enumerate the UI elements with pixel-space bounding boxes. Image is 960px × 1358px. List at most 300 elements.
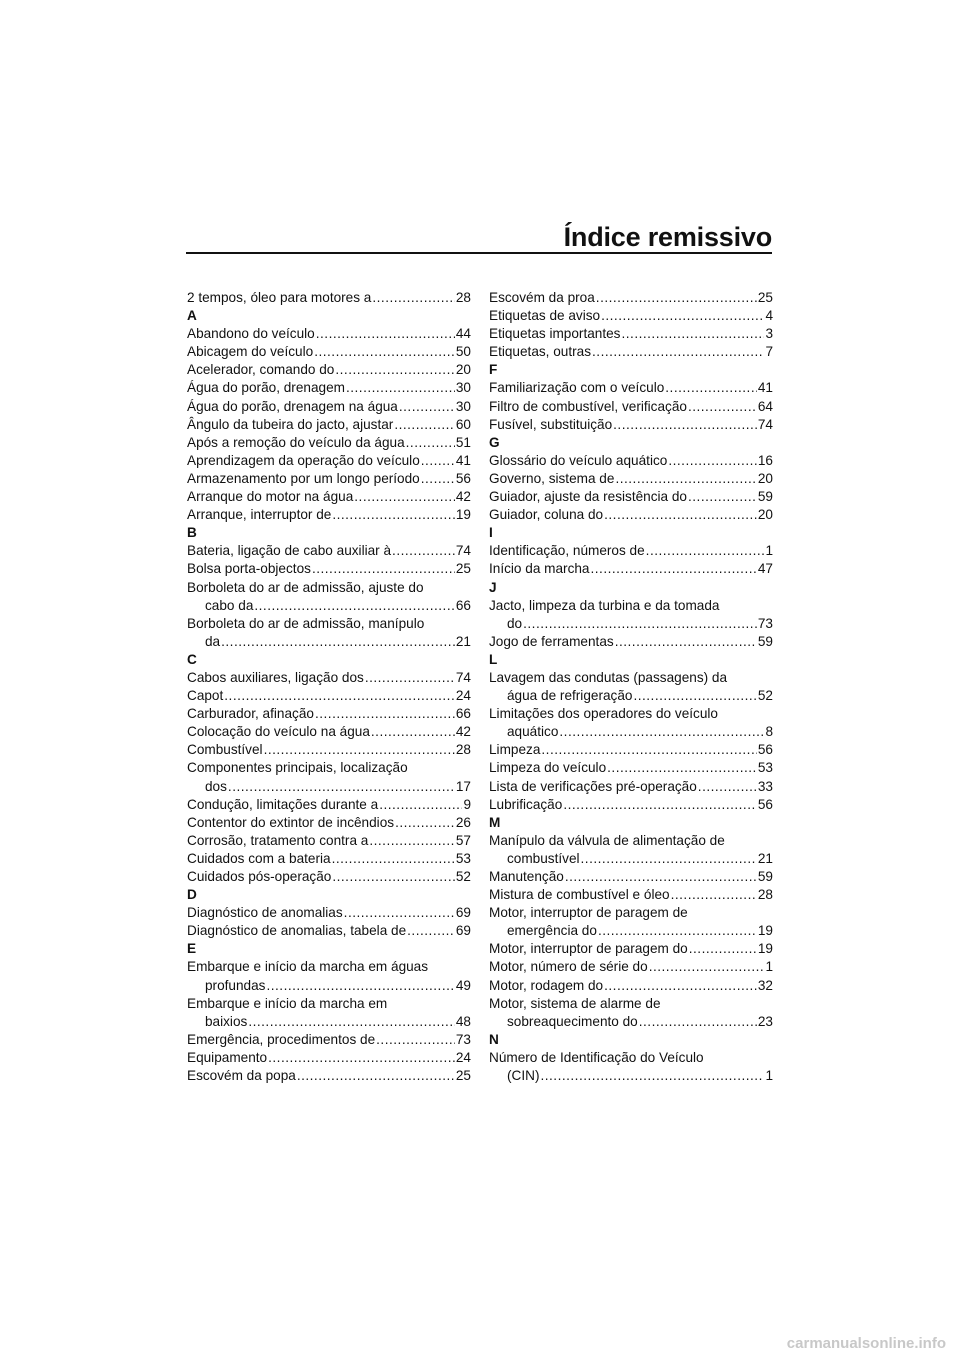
index-entry[interactable] [187, 796, 471, 814]
entry-row [489, 506, 773, 524]
page-number[interactable]: 7 [765, 344, 773, 360]
page-number[interactable]: 41 [757, 380, 773, 396]
dot-leader [379, 796, 462, 814]
dot-leader [228, 778, 455, 796]
index-entry[interactable] [489, 958, 773, 976]
entry-text: Glossário do veículo aquático [489, 452, 668, 468]
index-section-letter: F [489, 362, 498, 378]
index-entry[interactable] [187, 922, 471, 940]
index-section-letter: N [489, 1031, 499, 1047]
index-section-letter: D [187, 887, 197, 903]
dot-leader [689, 940, 757, 958]
dot-leader [332, 850, 455, 868]
page-number[interactable]: 19 [455, 507, 471, 523]
entry-row [187, 398, 471, 416]
entry-text-continuation: profundas [205, 977, 266, 993]
page-number[interactable]: 30 [455, 398, 471, 414]
page-number[interactable]: 73 [455, 1031, 471, 1047]
index-entry[interactable] [187, 1067, 471, 1085]
page-number[interactable]: 24 [455, 688, 471, 704]
index-entry[interactable] [187, 1031, 471, 1049]
entry-text: Abicagem do veículo [187, 344, 314, 360]
page-title: Índice remissivo [563, 222, 772, 252]
entry-text: Combustível [187, 742, 263, 758]
page-number[interactable]: 25 [455, 1068, 471, 1084]
page-number[interactable]: 51 [455, 434, 471, 450]
index-entry[interactable] [489, 343, 773, 361]
index-entry[interactable] [489, 995, 773, 1031]
dot-leader [598, 922, 757, 940]
entry-text: Borboleta do ar de admissão, ajuste do [187, 579, 424, 595]
entry-continuation-row [187, 977, 471, 995]
index-entry[interactable] [489, 289, 773, 307]
entry-row [187, 488, 471, 506]
page-number[interactable]: 52 [455, 869, 471, 884]
entry-text: Armazenamento por um longo período [187, 470, 420, 486]
index-entry[interactable] [489, 886, 773, 904]
page-number[interactable]: 1 [765, 1068, 773, 1084]
page-number[interactable]: 59 [757, 489, 773, 505]
entry-text: Escovém da popa [187, 1068, 296, 1084]
page-number[interactable]: 73 [757, 615, 773, 631]
page-number[interactable]: 56 [757, 796, 773, 812]
page-number[interactable]: 3 [765, 326, 773, 342]
entry-row [489, 398, 773, 416]
entry-text: Motor, interruptor de paragem do [489, 941, 688, 957]
dot-leader [615, 633, 757, 651]
dot-leader [248, 1013, 455, 1031]
index-entry[interactable] [187, 452, 471, 470]
entry-row [489, 958, 773, 976]
page-number[interactable]: 4 [765, 308, 773, 324]
entry-row [489, 452, 773, 470]
index-entry[interactable] [187, 361, 471, 379]
index-entry[interactable] [489, 669, 773, 705]
entry-row [187, 416, 471, 434]
page-number[interactable]: 53 [455, 850, 471, 866]
index-section-letter: L [489, 651, 498, 667]
entry-text-continuation: do [507, 615, 523, 631]
page-number[interactable]: 16 [757, 452, 773, 468]
dot-leader [565, 868, 757, 886]
dot-leader [297, 1067, 455, 1085]
index-entry[interactable] [489, 977, 773, 995]
page-number[interactable]: 21 [455, 633, 471, 649]
entry-text: Escovém da proa [489, 290, 595, 305]
dot-leader [406, 434, 455, 452]
index-entry[interactable] [489, 325, 773, 343]
dot-leader [365, 669, 455, 687]
index-entry[interactable] [489, 778, 773, 796]
entry-text: Carburador, afinação [187, 706, 314, 722]
page-number[interactable]: 56 [455, 470, 471, 486]
index-entry[interactable] [187, 868, 471, 886]
dot-leader [668, 452, 757, 470]
entry-text-continuation: combustível [507, 850, 580, 866]
index-section-letter: J [489, 579, 497, 595]
entry-row [489, 886, 773, 904]
index-section-letter: G [489, 434, 500, 450]
dot-leader [376, 1031, 455, 1049]
entry-row [187, 796, 471, 814]
entry-text: Motor, interruptor de paragem de [489, 905, 688, 921]
index-entry[interactable] [187, 832, 471, 850]
index-entry[interactable] [187, 904, 471, 922]
entry-row [489, 325, 773, 343]
entry-text: Componentes principais, localização [187, 760, 408, 776]
entry-row [187, 1049, 471, 1067]
index-entry[interactable] [187, 506, 471, 524]
index-entry[interactable] [187, 579, 471, 615]
dot-leader [344, 904, 455, 922]
entry-row [489, 470, 773, 488]
page-number[interactable]: 69 [455, 905, 471, 921]
entry-row [489, 977, 773, 995]
page-number[interactable]: 44 [455, 326, 471, 342]
entry-row [187, 1067, 471, 1085]
entry-row [187, 542, 471, 560]
index-entry[interactable] [489, 741, 773, 759]
index-entry[interactable] [187, 850, 471, 868]
dot-leader [332, 506, 455, 524]
entry-row [489, 416, 773, 434]
page-number[interactable]: 60 [455, 416, 471, 432]
index-entry[interactable] [489, 452, 773, 470]
dot-leader [335, 361, 455, 379]
page-number[interactable]: 20 [757, 470, 773, 486]
page-number[interactable]: 64 [757, 398, 773, 414]
entry-row [187, 687, 471, 705]
entry-row [489, 289, 773, 307]
page-number[interactable]: 32 [757, 977, 773, 993]
entry-row [187, 343, 471, 361]
entry-row [187, 361, 471, 379]
dot-leader [372, 289, 455, 307]
dot-leader [371, 723, 455, 741]
entry-text: Corrosão, tratamento contra a [187, 832, 369, 848]
entry-text: Diagnóstico de anomalias, tabela de [187, 923, 407, 939]
entry-text-continuation: dos [205, 778, 227, 794]
dot-leader [399, 398, 455, 416]
index-entry[interactable] [489, 307, 773, 325]
entry-continuation-row [187, 778, 471, 796]
index-entry[interactable] [187, 687, 471, 705]
index-entry[interactable] [489, 796, 773, 814]
entry-text-continuation: da [205, 633, 221, 649]
dot-leader [332, 868, 455, 886]
index-entry[interactable] [187, 416, 471, 434]
index-column-left [187, 289, 471, 1085]
dot-leader [523, 615, 757, 633]
page-number[interactable]: 19 [757, 923, 773, 939]
entry-text: Início da marcha [489, 561, 590, 577]
index-section-letter: I [489, 525, 493, 541]
dot-leader [604, 977, 757, 995]
index-entry[interactable] [187, 759, 471, 795]
index-entry[interactable] [187, 995, 471, 1031]
index-section-letter: C [187, 651, 197, 667]
entry-text: Filtro de combustível, verificação [489, 398, 687, 414]
page-number[interactable]: 56 [757, 742, 773, 758]
index-entry[interactable] [489, 560, 773, 578]
page-number[interactable]: 30 [455, 380, 471, 396]
index-entry[interactable] [489, 705, 773, 741]
entry-continuation-row [489, 687, 773, 705]
index-entry[interactable] [489, 379, 773, 397]
entry-text: Governo, sistema de [489, 470, 615, 486]
dot-leader [266, 977, 454, 995]
entry-continuation-row [489, 1013, 773, 1031]
entry-text: Mistura de combustível e óleo [489, 887, 670, 903]
title-rule [186, 252, 772, 254]
page-number[interactable]: 25 [455, 561, 471, 577]
page-number[interactable]: 53 [757, 760, 773, 776]
entry-row [489, 488, 773, 506]
entry-row [187, 506, 471, 524]
entry-row [489, 940, 773, 958]
entry-text: Aprendizagem da operação do veículo [187, 452, 420, 468]
entry-text: Identificação, números de [489, 543, 645, 559]
page-number[interactable]: 41 [455, 452, 471, 468]
entry-row [489, 560, 773, 578]
page-number[interactable]: 48 [455, 1013, 471, 1029]
dot-leader [541, 741, 756, 759]
index-entry[interactable] [187, 669, 471, 687]
index-entry[interactable] [187, 1049, 471, 1067]
entry-row [187, 850, 471, 868]
dot-leader [264, 741, 455, 759]
entry-text: Colocação do veículo na água [187, 724, 370, 740]
dot-leader [392, 542, 455, 560]
entry-text-continuation: cabo da [205, 597, 254, 613]
index-entry[interactable] [187, 542, 471, 560]
index-entry[interactable] [187, 723, 471, 741]
dot-leader [613, 416, 757, 434]
index-entry[interactable] [187, 488, 471, 506]
page-number[interactable]: 74 [455, 669, 471, 685]
entry-text: Condução, limitações durante a [187, 796, 379, 812]
entry-row [187, 1031, 471, 1049]
index-entry[interactable] [489, 832, 773, 868]
index-entry[interactable] [187, 741, 471, 759]
entry-continuation-row [489, 922, 773, 940]
page-number[interactable]: 28 [757, 887, 773, 903]
dot-leader [221, 633, 455, 651]
page-number[interactable]: 74 [757, 416, 773, 432]
entry-text: 2 tempos, óleo para motores a [187, 290, 372, 305]
entry-row [187, 832, 471, 850]
index-entry[interactable] [489, 506, 773, 524]
page-number[interactable]: 21 [757, 850, 773, 866]
index-entry[interactable] [187, 958, 471, 994]
index-entry[interactable] [187, 814, 471, 832]
page-number[interactable]: 66 [455, 706, 471, 722]
page-number[interactable]: 28 [455, 290, 471, 305]
dot-leader [601, 307, 764, 325]
page-number[interactable]: 74 [455, 543, 471, 559]
entry-text: Após a remoção do veículo da água [187, 434, 405, 450]
index-entry[interactable] [187, 615, 471, 651]
entry-row [187, 741, 471, 759]
entry-text: Limpeza do veículo [489, 760, 607, 776]
entry-row [489, 796, 773, 814]
dot-leader [633, 687, 756, 705]
dot-leader [540, 1067, 764, 1085]
page-number[interactable]: 59 [757, 633, 773, 649]
entry-row [187, 922, 471, 940]
dot-leader [394, 416, 455, 434]
index-entry[interactable] [489, 542, 773, 560]
dot-leader [665, 379, 757, 397]
page-number[interactable]: 47 [757, 561, 773, 577]
page-number[interactable]: 57 [455, 832, 471, 848]
index-entry[interactable] [489, 1049, 773, 1085]
dot-leader [649, 958, 765, 976]
entry-text: Limitações dos operadores do veículo [489, 706, 718, 722]
index-entry[interactable] [187, 379, 471, 397]
entry-row [489, 542, 773, 560]
entry-text: Número de Identificação do Veículo [489, 1049, 704, 1065]
dot-leader [254, 597, 455, 615]
entry-text: Etiquetas importantes [489, 326, 621, 342]
entry-row [187, 560, 471, 578]
index-entry[interactable] [489, 633, 773, 651]
page-number[interactable]: 50 [455, 344, 471, 360]
page-number[interactable]: 59 [757, 869, 773, 884]
entry-text: Manutenção [489, 869, 564, 884]
dot-leader [621, 325, 764, 343]
dot-leader [316, 325, 455, 343]
entry-row [489, 778, 773, 796]
index-section-letter: E [187, 941, 197, 957]
page-number[interactable]: 26 [455, 814, 471, 830]
dot-leader [592, 343, 764, 361]
entry-row [489, 741, 773, 759]
dot-leader [688, 488, 757, 506]
index-entry[interactable] [187, 325, 471, 343]
entry-text: Borboleta do ar de admissão, manípulo [187, 615, 425, 631]
index-entry[interactable] [187, 705, 471, 723]
index-entry[interactable] [489, 759, 773, 777]
page-number[interactable]: 42 [455, 724, 471, 740]
entry-continuation-row [187, 633, 471, 651]
dot-leader [314, 343, 455, 361]
entry-text: Arranque do motor na água [187, 489, 354, 505]
index-entry[interactable] [489, 940, 773, 958]
entry-row [187, 470, 471, 488]
entry-continuation-row [489, 1067, 773, 1085]
entry-text: Lista de verificações pré-operação [489, 778, 697, 794]
index-entry[interactable] [489, 597, 773, 633]
index-entry[interactable] [187, 289, 471, 307]
page-number[interactable]: 8 [765, 724, 773, 740]
entry-text: Etiquetas de aviso [489, 308, 601, 324]
entry-row [187, 814, 471, 832]
index-entry[interactable] [187, 398, 471, 416]
page-number[interactable]: 9 [463, 796, 471, 812]
index-entry[interactable] [187, 470, 471, 488]
page-number[interactable]: 19 [757, 941, 773, 957]
entry-row [489, 343, 773, 361]
entry-text: Embarque e início da marcha em [187, 995, 388, 1011]
entry-text: Equipamento [187, 1049, 268, 1065]
dot-leader [407, 922, 455, 940]
entry-text: Água do porão, drenagem [187, 380, 345, 396]
entry-text: Embarque e início da marcha em águas [187, 959, 429, 975]
entry-text-continuation: água de refrigeração [507, 688, 633, 704]
dot-leader [671, 886, 757, 904]
entry-text: Jogo de ferramentas [489, 633, 614, 649]
entry-row [187, 705, 471, 723]
page-number[interactable]: 17 [455, 778, 471, 794]
index-entry[interactable] [489, 904, 773, 940]
entry-text: Lubrificação [489, 796, 563, 812]
page-number[interactable]: 52 [757, 688, 773, 704]
index-entry[interactable] [187, 343, 471, 361]
page-number[interactable]: 33 [757, 778, 773, 794]
entry-text-continuation: baixios [205, 1013, 248, 1029]
entry-row [489, 759, 773, 777]
dot-leader [646, 542, 765, 560]
dot-leader [581, 850, 757, 868]
page-number[interactable]: 25 [757, 290, 773, 305]
page-number[interactable]: 49 [455, 977, 471, 993]
entry-row [187, 325, 471, 343]
index-entry[interactable] [489, 470, 773, 488]
entry-row [489, 633, 773, 651]
entry-text: Abandono do veículo [187, 326, 315, 342]
dot-leader [421, 452, 455, 470]
entry-text: Bolsa porta-objectos [187, 561, 311, 577]
page-number[interactable]: 42 [455, 489, 471, 505]
index-entry[interactable] [489, 868, 773, 886]
dot-leader [354, 488, 455, 506]
page-number[interactable]: 66 [455, 597, 471, 613]
index-entry[interactable] [489, 416, 773, 434]
index-column-right [489, 289, 773, 1085]
page-number[interactable]: 20 [757, 507, 773, 523]
dot-leader [369, 832, 455, 850]
dot-leader [688, 398, 757, 416]
page-number[interactable]: 1 [765, 959, 773, 975]
index-entry[interactable] [187, 560, 471, 578]
dot-leader [346, 379, 455, 397]
index-entry[interactable] [187, 434, 471, 452]
dot-leader [563, 796, 757, 814]
dot-leader [596, 289, 757, 307]
entry-text: Cuidados com a bateria [187, 850, 331, 866]
entry-row [489, 379, 773, 397]
entry-text: Familiarização com o veículo [489, 380, 665, 396]
dot-leader [607, 759, 757, 777]
page-number[interactable]: 23 [757, 1013, 773, 1029]
page-number[interactable]: 28 [455, 742, 471, 758]
page-number[interactable]: 69 [455, 923, 471, 939]
page-number[interactable]: 20 [455, 362, 471, 378]
page-number[interactable]: 24 [455, 1049, 471, 1065]
index-entry[interactable] [489, 398, 773, 416]
entry-row [187, 434, 471, 452]
entry-text: Emergência, procedimentos de [187, 1031, 376, 1047]
entry-text: Diagnóstico de anomalias [187, 905, 343, 921]
page-number[interactable]: 1 [765, 543, 773, 559]
index-entry[interactable] [489, 488, 773, 506]
dot-leader [268, 1049, 455, 1067]
entry-text: Acelerador, comando do [187, 362, 335, 378]
entry-text-continuation: emergência do [507, 923, 597, 939]
entry-row [187, 669, 471, 687]
entry-row [187, 289, 471, 307]
